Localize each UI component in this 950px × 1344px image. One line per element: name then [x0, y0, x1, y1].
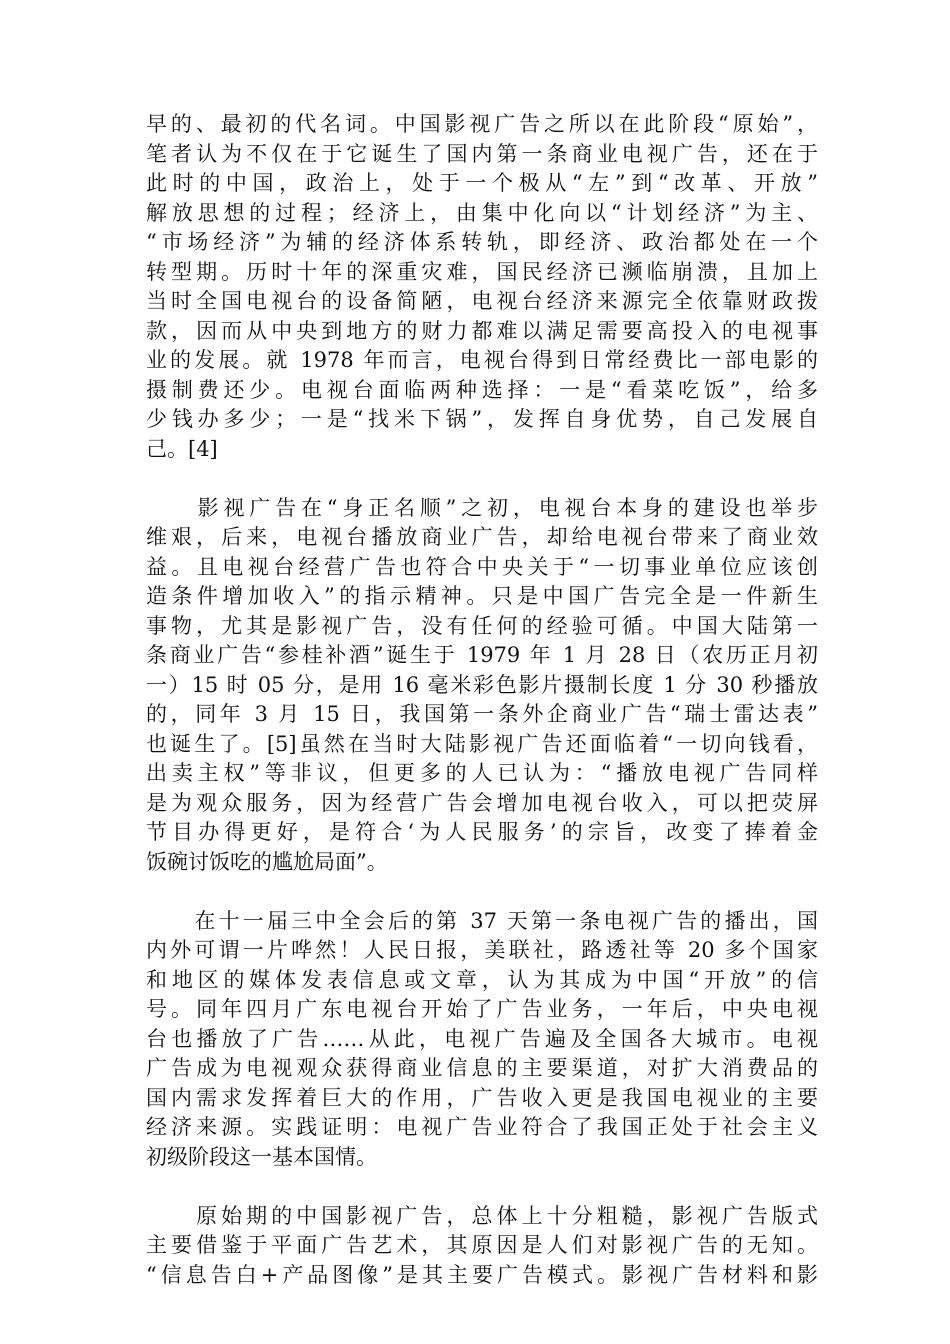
document-body [146, 110, 818, 1290]
text-line: 转型期。历时十年的深重灾难，国民经济已濒临崩溃，且加上 [146, 259, 818, 284]
text-line: 经济来源。实践证明：电视广告业符合了我国正处于社会主义 [146, 1115, 818, 1139]
text-line: 初级阶段这一基本国情。 [146, 1144, 377, 1169]
text-line: 和地区的媒体发表信息或文章，认为其成为中国“开放”的信 [146, 967, 818, 992]
text-line: 一）15 时 05 分，是用 16 毫米彩色影片摄制长度 1 分 30 秒播放 [146, 672, 818, 697]
paragraph [146, 1202, 818, 1291]
text-line: 出卖主权”等非议，但更多的人已认为：“播放电视广告同样 [146, 761, 818, 785]
text-line: 饭碗讨饭吃的尴尬局面”。 [146, 849, 388, 874]
text-line: 号。同年四月广东电视台开始了广告业务，一年后，中央电视 [146, 997, 818, 1021]
text-line: 影视广告在“身正名顺”之初，电视台本身的建设也举步 [146, 495, 818, 520]
text-line: 事物，尤其是影视广告，没有任何的经验可循。中国大陆第一 [146, 613, 818, 638]
text-line: 节目办得更好，是符合‘为人民服务’的宗旨，改变了捧着金 [146, 820, 818, 844]
text-line: 己。[4] [146, 436, 218, 461]
text-line: 造条件增加收入”的指示精神。只是中国广告完全是一件新生 [146, 584, 818, 608]
text-line: 国内需求发挥着巨大的作用，广告收入更是我国电视业的主要 [146, 1085, 818, 1110]
text-line: 内外可谓一片哗然！人民日报，美联社，路透社等 20 多个国家 [146, 938, 818, 962]
text-line: 少钱办多少；一是“找米下锅”，发挥自身优势，自己发展自 [146, 407, 818, 431]
paragraph [146, 110, 818, 464]
text-line: 也诞生了。[5]虽然在当时大陆影视广告还面临着“一切向钱看， [146, 731, 818, 756]
text-line: 的，同年 3 月 15 日，我国第一条外企商业广告“瑞士雷达表” [146, 702, 818, 726]
text-line: 广告成为电视观众获得商业信息的主要渠道，对扩大消费品的 [146, 1056, 818, 1080]
paragraph [146, 907, 818, 1173]
text-line: 款，因而从中央到地方的财力都难以满足需要高投入的电视事 [146, 318, 818, 343]
text-line: 条商业广告“参桂补酒”诞生于 1979 年 1 月 28 日（农历正月初 [146, 643, 818, 667]
text-line: 早的、最初的代名词。中国影视广告之所以在此阶段“原始”， [146, 112, 818, 136]
text-line: 此时的中国，政治上，处于一个极从“左”到“改革、开放” [146, 171, 818, 195]
text-line: 原始期的中国影视广告，总体上十分粗糙，影视广告版式 [146, 1203, 818, 1228]
text-line: 解放思想的过程；经济上，由集中化向以“计划经济”为主、 [146, 200, 818, 225]
text-line: 当时全国电视台的设备简陋，电视台经济来源完全依靠财政拨 [146, 289, 818, 313]
paragraph [146, 494, 818, 878]
text-line: 是为观众服务，因为经营广告会增加电视台收入，可以把荧屏 [146, 790, 818, 815]
text-line: 维艰，后来，电视台播放商业广告，却给电视台带来了商业效 [146, 525, 818, 549]
text-line: 益。且电视台经营广告也符合中央关于“一切事业单位应该创 [146, 554, 818, 579]
text-line: 主要借鉴于平面广告艺术，其原因是人们对影视广告的无知。 [146, 1233, 818, 1257]
text-line: 台也播放了广告……从此，电视广告遍及全国各大城市。电视 [146, 1026, 818, 1051]
text-line: “市场经济”为辅的经济体系转轨，即经济、政治都处在一个 [146, 230, 818, 254]
text-line: 业的发展。就 1978 年而言，电视台得到日常经费比一部电影的 [146, 348, 818, 372]
text-line: 在十一届三中全会后的第 37 天第一条电视广告的播出，国 [146, 908, 818, 933]
text-line: 笔者认为不仅在于它诞生了国内第一条商业电视广告，还在于 [146, 141, 818, 166]
text-line: 摄制费还少。电视台面临两种选择：一是“看菜吃饭”，给多 [146, 377, 818, 402]
text-line: “信息告白+产品图像”是其主要广告模式。影视广告材料和影 [146, 1262, 818, 1287]
